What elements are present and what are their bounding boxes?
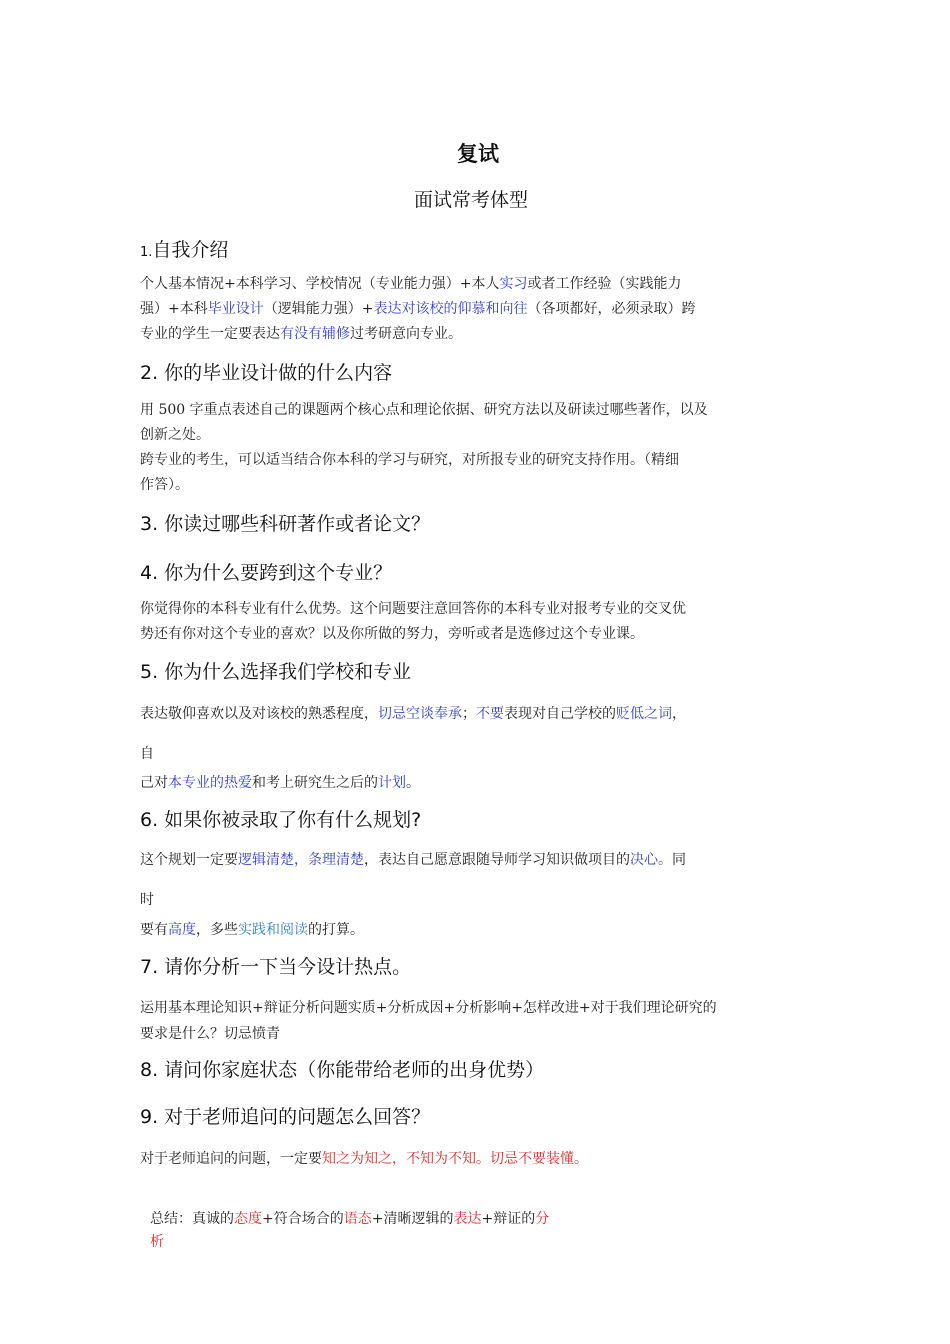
- section-2-line-1: 用 500 字重点表述自己的课题两个核心点和理论依据、研究方法以及研读过哪些著作，以及: [140, 402, 708, 418]
- section-9-line-1: 对于老师追问的问题，一定要知之为知之，不知为不知。切忌不要装懂。: [140, 1151, 588, 1167]
- section-9-heading: 9. 对于老师追问的问题怎么回答？: [140, 1106, 431, 1128]
- section-4-line-2: 势还有你对这个专业的喜欢？以及你所做的努力，旁听或者是选修过这个专业课。: [140, 626, 644, 642]
- section-5-line-3: 己对本专业的热爱和考上研究生之后的计划。: [140, 775, 420, 791]
- section-6-heading: 6. 如果你被录取了你有什么规划?: [140, 809, 422, 831]
- section-6-line-3: 要有高度，多些实践和阅读的打算。: [140, 922, 364, 938]
- doc-title: 复试: [457, 142, 499, 166]
- section-4-line-1: 你觉得你的本科专业有什么优势。这个问题要注意回答你的本科专业对报考专业的交叉优: [140, 601, 686, 617]
- section-2-line-3: 跨专业的考生，可以适当结合你本科的学习与研究，对所报专业的研究支持作用。（精细: [140, 452, 679, 468]
- section-1-line-1: 个人基本情况+本科学习、学校情况（专业能力强）+本人实习或者工作经验（实践能力: [140, 276, 682, 292]
- section-1-number: 1.: [140, 245, 153, 260]
- section-7-heading: 7. 请你分析一下当今设计热点。: [140, 956, 412, 978]
- section-2-heading: 2. 你的毕业设计做的什么内容: [140, 362, 393, 384]
- section-5-line-2: 自: [140, 746, 154, 762]
- section-1-line-2: 强）+本科毕业设计（逻辑能力强）+表达对该校的仰慕和向往（各项都好，必须录取）跨: [140, 301, 696, 317]
- section-8-heading: 8. 请问你家庭状态（你能带给老师的出身优势）: [140, 1059, 545, 1081]
- section-6-line-1: 这个规划一定要逻辑清楚，条理清楚，表达自己愿意跟随导师学习知识做项目的决心。同: [140, 852, 686, 868]
- section-2-line-4: 作答）。: [140, 477, 189, 493]
- section-3-heading: 3. 你读过哪些科研著作或者论文？: [140, 513, 431, 535]
- summary-line-1: 总结：真诚的态度+符合场合的语态+清晰逻辑的表达+辩证的分: [150, 1211, 550, 1227]
- section-6-line-2: 时: [140, 892, 154, 908]
- section-2-line-2: 创新之处。: [140, 427, 210, 443]
- section-5-heading: 5. 你为什么选择我们学校和专业: [140, 661, 412, 683]
- section-1-title: 自我介绍: [152, 239, 229, 261]
- section-7-line-1: 运用基本理论知识+辩证分析问题实质+分析成因+分析影响+怎样改进+对于我们理论研究的: [140, 1000, 717, 1016]
- section-1-heading: [140, 235, 228, 262]
- section-7-line-2: 要求是什么？切忌愤青: [140, 1026, 280, 1042]
- section-5-line-1: 表达敬仰喜欢以及对该校的熟悉程度，切忌空谈奉承；不要表现对自己学校的贬低之词，: [140, 706, 686, 722]
- section-1-line-3: 专业的学生一定要表达有没有辅修过考研意向专业。: [140, 326, 462, 342]
- doc-subtitle: 面试常考体型: [414, 189, 529, 211]
- section-4-heading: 4. 你为什么要跨到这个专业？: [140, 562, 393, 584]
- summary-line-2: 析: [150, 1234, 164, 1250]
